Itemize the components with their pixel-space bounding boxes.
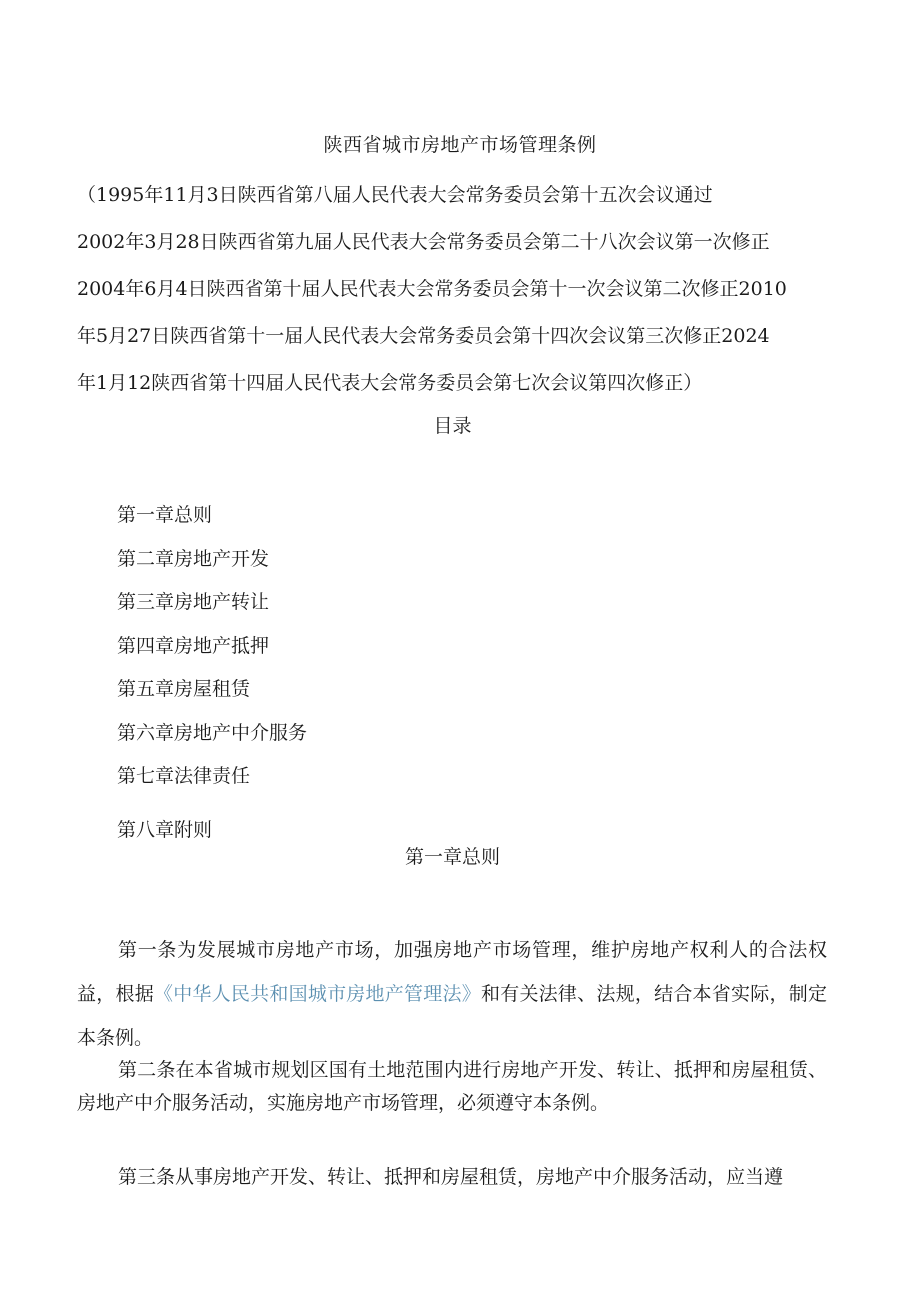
toc-item-chapter-5: 第五章房屋租赁 xyxy=(117,678,251,700)
article-1-text-end: 和有关法律、法规，结合本省实际，制定本条例。 xyxy=(77,983,827,1049)
table-of-contents xyxy=(117,500,307,858)
article-2: 第二条在本省城市规划区国有土地范围内进行房地产开发、转让、抵押和房屋租赁、房地产中介服务活动，实施房地产市场管理，必须遵守本条例。 xyxy=(77,1059,827,1114)
article-1 xyxy=(77,928,827,1060)
toc-item-chapter-4: 第四章房地产抵押 xyxy=(117,634,270,657)
article-1-text: 第一条为发展城市房地产市场，加强房地产市场管理，维护房地产权利人的合法权益，根据 xyxy=(77,939,827,1005)
document-title: 陕西省城市房地产市场管理条例 xyxy=(323,134,597,156)
article-3: 第三条从事房地产开发、转让、抵押和房屋租赁，房地产中介服务活动，应当遵 xyxy=(118,1166,784,1188)
history-line: 2004年6月4日陕西省第十届人民代表大会常务委员会第十一次会议第二次修正2010 xyxy=(77,278,787,300)
amendment-history xyxy=(77,172,837,407)
toc-item-chapter-2: 第二章房地产开发 xyxy=(117,547,270,570)
law-reference-link[interactable]: 《中华人民共和国城市房地产管理法》 xyxy=(153,983,481,1005)
history-line: （1995年11月3日陕西省第八届人民代表大会常务委员会第十五次会议通过 xyxy=(77,184,713,206)
toc-item-chapter-7: 第七章法律责任 xyxy=(117,765,251,787)
history-line: 年5月27日陕西省第十一届人民代表大会常务委员会第十四次会议第三次修正2024 xyxy=(77,325,770,347)
toc-item-chapter-8: 第八章附则 xyxy=(117,818,213,841)
toc-item-chapter-6: 第六章房地产中介服务 xyxy=(117,721,308,744)
history-line: 年1月12陕西省第十四届人民代表大会常务委员会第七次会议第四次修正） xyxy=(77,372,703,394)
history-line: 2002年3月28日陕西省第九届人民代表大会常务委员会第二十八次会议第一次修正 xyxy=(77,231,770,253)
chapter-heading: 第一章总则 xyxy=(404,846,500,868)
toc-title: 目录 xyxy=(433,415,472,437)
toc-item-chapter-1: 第一章总则 xyxy=(117,504,213,526)
toc-item-chapter-3: 第三章房地产转让 xyxy=(117,591,270,613)
